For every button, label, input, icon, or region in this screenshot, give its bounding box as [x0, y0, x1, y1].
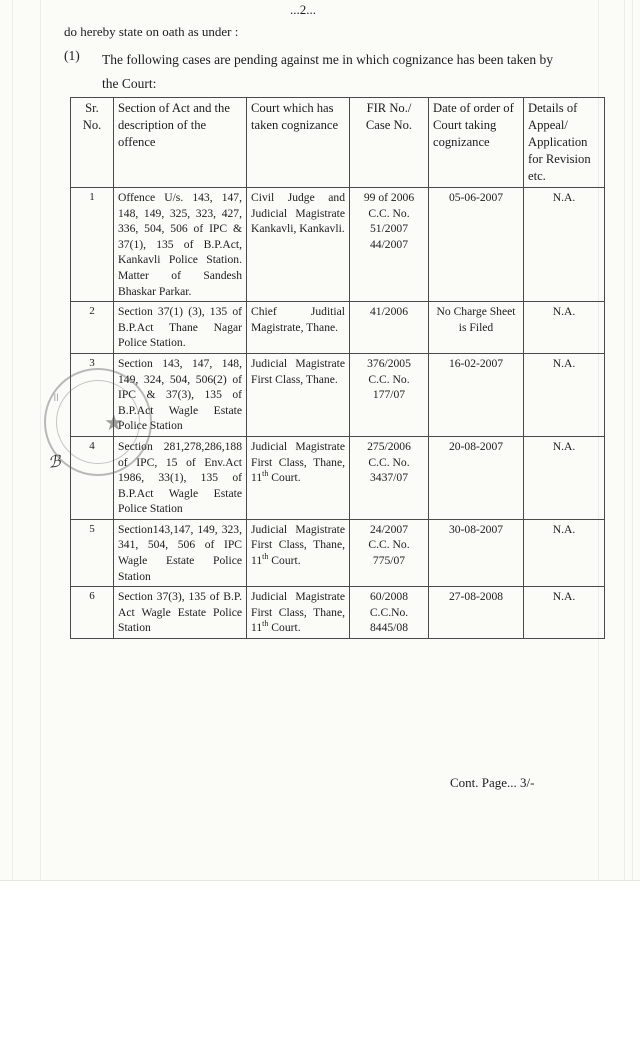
cell-sr: 2	[71, 302, 114, 354]
cell-appeal: N.A.	[524, 188, 605, 302]
seal-mark-icon: ॥	[52, 390, 60, 404]
scan-streak	[40, 0, 41, 880]
cell-sr: 5	[71, 519, 114, 586]
header-date: Date of order of Court taking cognizance	[429, 98, 524, 188]
table-row	[71, 587, 605, 639]
header-sr-no: Sr. No.	[71, 98, 114, 188]
header-court: Court which has taken cognizance	[247, 98, 350, 188]
cell-date: 16-02-2007	[429, 353, 524, 436]
header-fir-case: FIR No./ Case No.	[350, 98, 429, 188]
cell-court	[247, 587, 350, 639]
cell-date: 20-08-2007	[429, 436, 524, 519]
paragraph-text: The following cases are pending against me in which cognizance has been taken by the Court:	[102, 52, 553, 91]
court-text: Judicial Magistrate First Class, Thane, 11	[251, 590, 345, 635]
cell-section: Section 37(3), 135 of B.P. Act Wagle Estate Police Station	[114, 587, 247, 639]
continuation-note: Cont. Page... 3/-	[450, 775, 535, 790]
cell-sr: 1	[71, 188, 114, 302]
cell-appeal: N.A.	[524, 587, 605, 639]
header-section: Section of Act and the description of the offence	[114, 98, 247, 188]
cell-court	[247, 519, 350, 586]
cell-sr: 6	[71, 587, 114, 639]
scan-streak	[12, 0, 13, 880]
star-icon: ★	[104, 410, 124, 435]
cell-court: Civil Judge and Judicial Magistrate Kankavli, Kankavli.	[247, 188, 350, 302]
paragraph-number: (1)	[64, 48, 80, 63]
page-number: ...2...	[290, 2, 316, 17]
cell-section: Offence U/s. 143, 147, 148, 149, 325, 323, 427, 336, 504, 506 of IPC & 37(1), 135 of B.P.Act, Kankavli Police Station. Matter of Sandesh Bhaskar Parkar.	[114, 188, 247, 302]
court-text: Judicial Magistrate First Class, Thane, 11	[251, 439, 345, 485]
cell-section: Section143,147, 149, 323, 341, 504, 506 of IPC Wagle Estate Police Station	[114, 519, 247, 586]
pending-cases-table	[70, 97, 605, 639]
cell-date: 05-06-2007	[429, 188, 524, 302]
cell-appeal: N.A.	[524, 353, 605, 436]
scan-streak	[624, 0, 625, 880]
cell-sr: 4	[71, 436, 114, 519]
court-text-tail: Court.	[268, 554, 301, 568]
cell-date: 30-08-2007	[429, 519, 524, 586]
cell-appeal: N.A.	[524, 519, 605, 586]
ordinal-suffix: th	[262, 469, 269, 479]
cell-court: Chief Juditial Magistrate, Thane.	[247, 302, 350, 354]
table-row	[71, 353, 605, 436]
cell-fir: 60/2008 C.C.No. 8445/08	[350, 587, 429, 639]
ordinal-suffix: th	[262, 619, 269, 629]
table-row	[71, 519, 605, 586]
table-row	[71, 188, 605, 302]
table-header-row	[71, 98, 605, 188]
cell-fir: 41/2006	[350, 302, 429, 354]
cell-sr: 3	[71, 353, 114, 436]
intro-line: do hereby state on oath as under :	[64, 24, 239, 39]
table-row	[71, 302, 605, 354]
cell-fir: 99 of 2006 C.C. No. 51/2007 44/2007	[350, 188, 429, 302]
ordinal-suffix: th	[262, 552, 269, 562]
court-text: Judicial Magistrate First Class, Thane, 11	[251, 522, 345, 568]
scan-streak	[632, 0, 633, 880]
cell-section: Section 143, 147, 148, 149, 324, 504, 506(2) of IPC & 37(3), 135 of B.P.Act Wagle Estate Police Station	[114, 353, 247, 436]
cell-section: Section 281,278,286,188 of IPC, 15 of Env.Act 1986, 33(1), 135 of B.P.Act Wagle Estate Police Station	[114, 436, 247, 519]
cell-fir: 24/2007 C.C. No. 775/07	[350, 519, 429, 586]
cell-section: Section 37(1) (3), 135 of B.P.Act Thane Nagar Police Station.	[114, 302, 247, 354]
court-text-tail: Court.	[268, 471, 301, 485]
header-appeal: Details of Appeal/ Application for Revision etc.	[524, 98, 605, 188]
court-text-tail: Court.	[268, 621, 301, 635]
table-row	[71, 436, 605, 519]
handwritten-initials: ℬ	[46, 451, 62, 472]
cell-date: No Charge Sheet is Filed	[429, 302, 524, 354]
cell-fir: 275/2006 C.C. No. 3437/07	[350, 436, 429, 519]
cell-court	[247, 436, 350, 519]
cell-date: 27-08-2008	[429, 587, 524, 639]
cell-court: Judicial Magistrate First Class, Thane.	[247, 353, 350, 436]
cell-appeal: N.A.	[524, 302, 605, 354]
cell-fir: 376/2005 C.C. No. 177/07	[350, 353, 429, 436]
cell-appeal: N.A.	[524, 436, 605, 519]
